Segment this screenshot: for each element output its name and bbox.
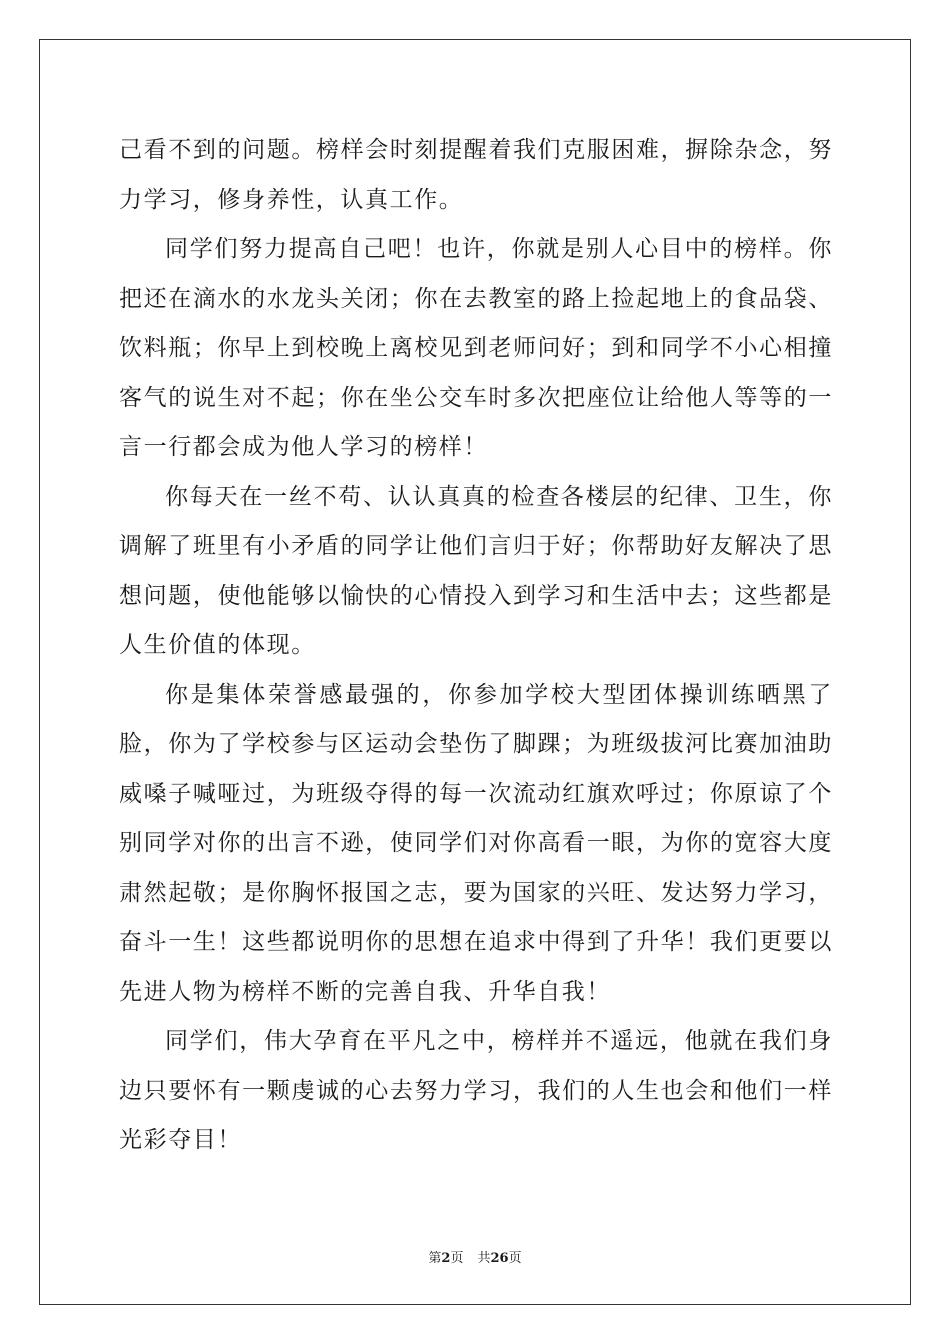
paragraph: 你是集体荣誉感最强的，你参加学校大型团体操训练晒黑了脸，你为了学校参与区运动会垫伤了脚踝；为班级拔河比赛加油助威嗓子喊哑过，为班级夺得的每一次流动红旗欢呼过；你原谅了个别同学对你的出言不逊，使同学们对你高看一眼，为你的宽容大度肃然起敬；是你胸怀报国之志，要为国家的兴旺、发达努力学习，奋斗一生！这些都说明你的思想在追求中得到了升华！我们更要以先进人物为榜样不断的完善自我、升华自我！	[119, 681, 833, 1005]
document-body	[119, 126, 833, 1166]
page-number: 2	[441, 1251, 451, 1266]
paragraph-continued: 己看不到的问题。榜样会时刻提醒着我们克服困难，摒除杂念，努力学习，修身养性，认真工作。	[119, 137, 833, 213]
page-prefix: 第	[428, 1251, 442, 1266]
total-pages: 26	[490, 1251, 509, 1266]
paragraph: 同学们，伟大孕育在平凡之中，榜样并不遥远，他就在我们身边只要怀有一颗虔诚的心去努力学习，我们的人生也会和他们一样光彩夺目！	[119, 1028, 833, 1153]
paragraph: 同学们努力提高自己吧！也许，你就是别人心目中的榜样。你把还在滴水的水龙头关闭；你在去教室的路上捡起地上的食品袋、饮料瓶；你早上到校晚上离校见到老师问好；到和同学不小心相撞客气的说生对不起；你在坐公交车时多次把座位让给他人等等的一言一行都会成为他人学习的榜样！	[119, 236, 833, 460]
page-footer	[0, 1247, 950, 1266]
total-suffix: 页	[508, 1251, 522, 1266]
page-suffix: 页	[450, 1251, 464, 1266]
paragraph: 你每天在一丝不苟、认认真真的检查各楼层的纪律、卫生，你调解了班里有小矛盾的同学让他们言归于好；你帮助好友解决了思想问题，使他能够以愉快的心情投入到学习和生活中去；这些都是人生价值的体现。	[119, 483, 833, 658]
total-prefix: 共	[477, 1251, 491, 1266]
